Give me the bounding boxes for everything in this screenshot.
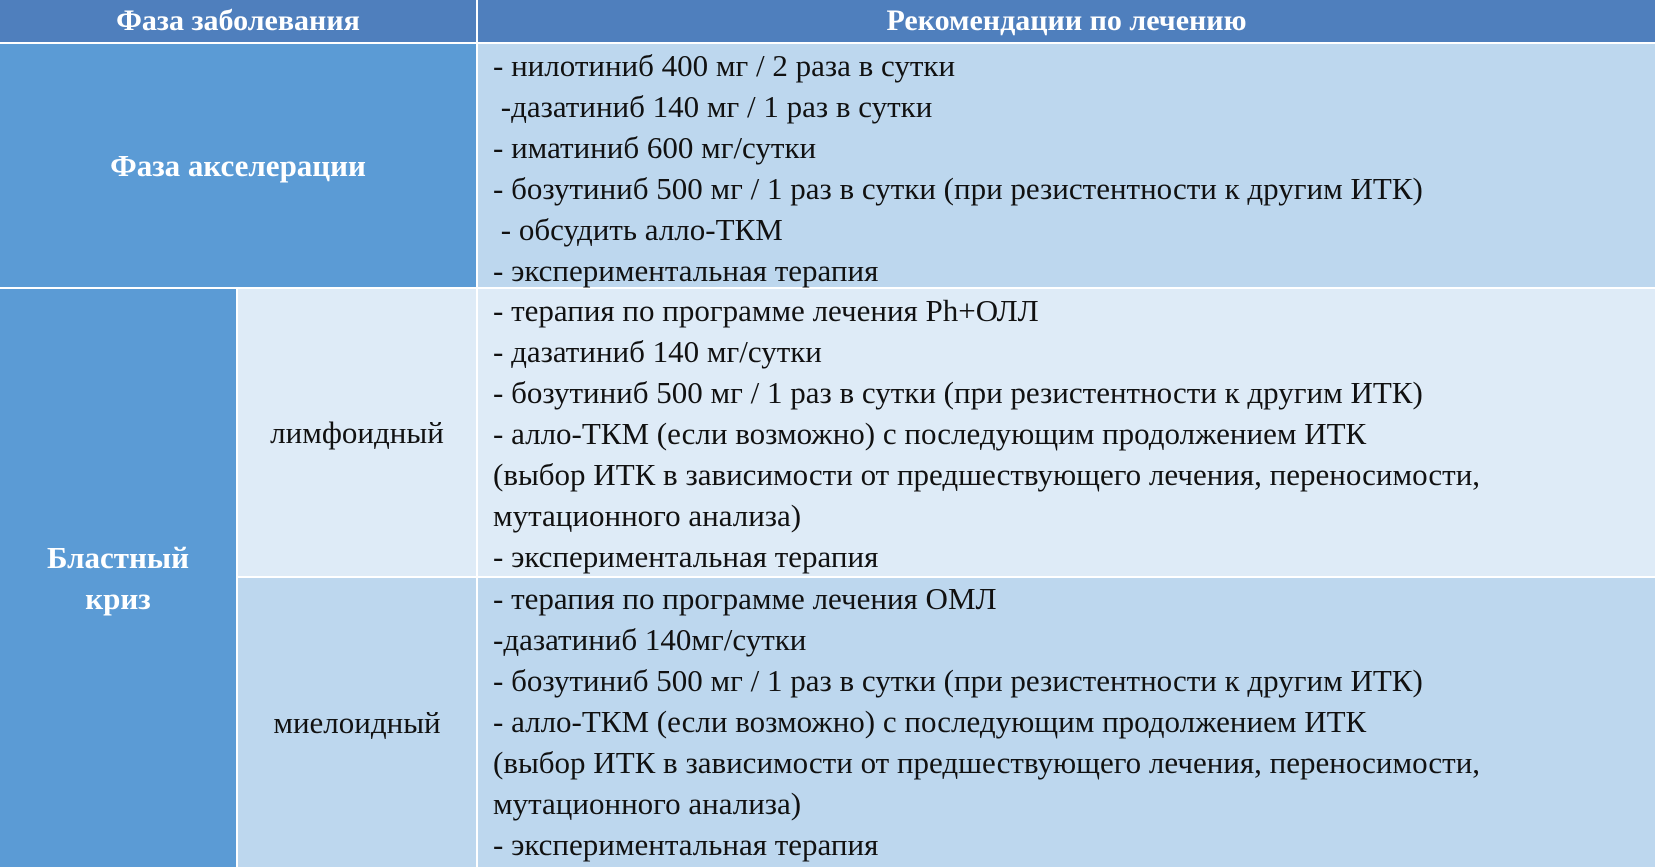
rec-line: (выбор ИТК в зависимости от предшествующего лечения, переносимости, xyxy=(493,745,1481,780)
blast-phase-label: Бластный криз xyxy=(47,540,189,616)
myeloid-recommendations xyxy=(478,578,1655,867)
lymphoid-label-cell xyxy=(238,289,476,576)
rec-line: - терапия по программе лечения Ph+ОЛЛ xyxy=(493,293,1039,328)
rec-line: - бозутиниб 500 мг / 1 раз в сутки (при резистентности к другим ИТК) xyxy=(493,663,1423,698)
rec-line: - обсудить алло-ТКМ xyxy=(493,212,783,247)
header-recommendations-label: Рекомендации по лечению xyxy=(886,4,1247,37)
rec-line: - бозутиниб 500 мг / 1 раз в сутки (при резистентности к другим ИТК) xyxy=(493,171,1423,206)
rec-line: - алло-ТКМ (если возможно) с последующим продолжением ИТК xyxy=(493,416,1367,451)
rec-line: (выбор ИТК в зависимости от предшествующего лечения, переносимости, xyxy=(493,457,1481,492)
rec-line: - экспериментальная терапия xyxy=(493,253,879,288)
blast-phase-cell xyxy=(0,289,236,867)
myeloid-label-cell xyxy=(238,578,476,867)
rec-line: - экспериментальная терапия xyxy=(493,827,879,862)
rec-line: - нилотиниб 400 мг / 2 раза в сутки xyxy=(493,48,956,83)
accel-phase-label: Фаза акселерации xyxy=(110,148,366,183)
myeloid-label: миелоидный xyxy=(273,704,441,740)
rec-line: - иматиниб 600 мг/сутки xyxy=(493,130,817,165)
lymphoid-recommendations xyxy=(478,289,1655,576)
rec-line: мутационного анализа) xyxy=(493,498,802,533)
accel-phase-cell xyxy=(0,44,476,287)
accel-recommendations xyxy=(478,44,1655,287)
rec-line: - алло-ТКМ (если возможно) с последующим продолжением ИТК xyxy=(493,704,1367,739)
rec-line: -дазатиниб 140мг/сутки xyxy=(493,622,807,657)
rec-line: -дазатиниб 140 мг / 1 раз в сутки xyxy=(493,89,933,124)
header-recommendations xyxy=(478,0,1655,42)
rec-line: - терапия по программе лечения ОМЛ xyxy=(493,581,997,616)
rec-line: - экспериментальная терапия xyxy=(493,539,879,574)
header-phase xyxy=(0,0,476,42)
rec-line: мутационного анализа) xyxy=(493,786,802,821)
rec-line: - дазатиниб 140 мг/сутки xyxy=(493,334,822,369)
header-phase-label: Фаза заболевания xyxy=(116,4,360,37)
rec-line: - бозутиниб 500 мг / 1 раз в сутки (при резистентности к другим ИТК) xyxy=(493,375,1423,410)
lymphoid-label: лимфоидный xyxy=(270,414,444,450)
